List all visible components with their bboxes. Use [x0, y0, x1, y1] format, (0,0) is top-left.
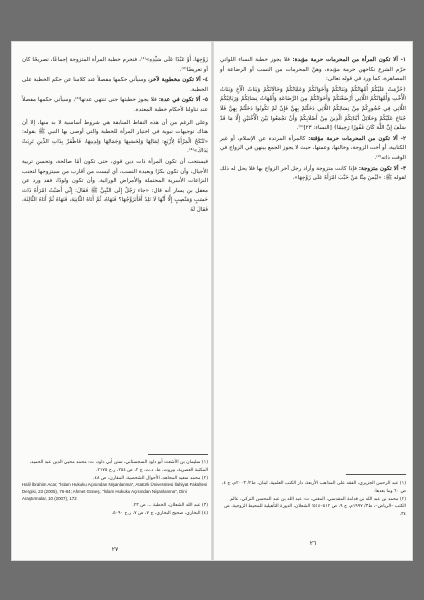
book-gutter [211, 42, 214, 560]
footnote: (٤) البخاري، صحيح البخاري، ج ٧، ص ٧، ر.ح ٥٠٩٠. [111, 510, 208, 516]
footnote-separator [346, 474, 406, 475]
left-footnotes [22, 459, 208, 518]
condition-2: ٢- ألا تكون من المحرمات حرمة مؤقتة: كالمرأة المرتدة عن الإسلام، أو غير الكتابية، أو أخت الزوجة، وخالتها، وعمتها، حيث لا يجوز الجمع بينهن في الزواج في الوقت ذاته⁽²⁾. [220, 135, 406, 161]
recommendations-paragraph: وعلى الرغم من أن هذه النقاط السابقة هي شروط أساسية لا بد منها، إلا أن هناك توجيهات نبوية في اختيار المرأة للخطبة والتي أوصى بها النبي ﷺ بقوله: «تُنْكَحُ الْمَرْأَةُ لِأَرْبَعٍ: لِمَالِهَا وَلِحَسَبِهَا وَجَمَالِهَا وَلِدِينِهَا، فَاظْفَرْ بِذَاتِ الدِّينِ تَرِبَتْ يَدَاكَ»⁽⁴⁾. [22, 119, 208, 155]
footnote: (١) عبد الرحمن الجزيري، الفقه على المذاهب الأربعة، دار الكتب العلمية، لبنان، ط٢/ ٢٠٠٣م، ج ٤، ص ٦٠ وما بعدها. [221, 481, 406, 494]
footnote-latin: Halil İbrahim Acar, "İslam Hukuku Açısından Nişanlanma", Atatürk Üniversitesi İlahiyat Fakültesi Dergisi, 23 (2005), 76-84; Ahmet Güneş, "İslam Hukuku Açısından Nişanlanma", Dini Araştırmalar, 10 (2007), 172 [22, 482, 208, 501]
right-page-body [220, 56, 406, 184]
left-page [22, 56, 208, 552]
condition-5: ٥- ألا تكون في عدة: فلا يجوز خطبتها حتى تنتهي عدتها⁽³⁾، وسيأتي حكمها مفصلاً عند تناولنا لأحكام خطبة المعتدة. [22, 97, 208, 113]
book-spread [12, 42, 412, 560]
footnote: (٢) محمد سعيد المجاهد، الأحوال الشخصية، المقارن، ص ٤٨. [93, 475, 208, 481]
right-page [220, 56, 406, 552]
recommendations-paragraph-2: فيستحب أن تكون المرأة ذات دين قوي، حتى تكون أمًا صالحة، وتحسن تربية الأجيال، وأن تكون بكرًا وبعيدة النسب، أي ليست من أقارب من سيتزوجها لتجنب النزاعات الأسرية المحتملة والأمراض الوراثية. وأن تكون ولودًا، فقد ورد عن معقل بن يسار أنه قال: «جاء رَجُلٌ إِلَى النَّبِيِّ ﷺ فَقَالَ: إِنِّي أَصَبْتُ امْرَأَةً ذَاتَ حَسَبٍ وَمَنْصِبٍ إِلَّا أَنَّهَا لَا تَلِدُ أَفَأَتَزَوَّجُهَا؟ فَنَهَاهُ، ثُمَّ أَتَاهُ الثَّانِيَةَ، فَنَهَاهُ ثُمَّ أَتَاهُ الثَّالِثَةَ، فَقَالَ لَهُ [22, 158, 208, 213]
footnote-separator [148, 454, 208, 455]
footnote: (٣) عبد الله الشعلان، الخطبة ... ص ٢٣. [132, 503, 208, 509]
condition-4: ٤- ألا تكون مخطوبة لآخر، وسيأتي حكمها مفصلاً عند كلامنا عن حكم الخطبة على الخطبة. [22, 77, 209, 93]
condition-3: ٣- ألا تكون متزوجة: فإذا كانت متزوجة وأراد رجل آخر الزواج بها فلا يحل له ذلك لقوله ﷺ: «لَيْسَ مِنَّا مَنْ خَبَّبَ امْرَأَةً عَلَى زَوْجِهَا». [220, 165, 407, 182]
footnote: (٢) محمد بن عبد الله بن قدامة المقدسي، المغني، ت: عبد الله بن عبد المحسن التركي، عالم الكتب –الرياض–، ط٣/ ١٩٩٧م، ج ٩، ص ٥١٢–٥١٤؛ الشعلان، الدورة التأهيلية للمحيط الزوجية، ص ٣٤. [224, 496, 406, 518]
quran-verse: ﴿حُرِّمَتْ عَلَيْكُمْ أُمَّهَاتُكُمْ وَبَنَاتُكُمْ وَأَخَوَاتُكُمْ وَعَمَّاتُكُمْ وَخَالَاتُكُمْ وَبَنَاتُ الْأَخِ وَبَنَاتُ الْأُخْتِ وَأُمَّهَاتُكُمُ اللَّاتِي أَرْضَعْنَكُمْ وَأَخَوَاتُكُمْ مِنَ الرَّضَاعَةِ وَأُمَّهَاتُ نِسَائِكُمْ وَرَبَائِبُكُمُ اللَّاتِي فِي حُجُورِكُمْ مِنْ نِسَائِكُمُ اللَّاتِي دَخَلْتُمْ بِهِنَّ فَإِنْ لَمْ تَكُونُوا دَخَلْتُمْ بِهِنَّ فَلَا جُنَاحَ عَلَيْكُمْ وَحَلَائِلُ أَبْنَائِكُمُ الَّذِينَ مِنْ أَصْلَابِكُمْ وَأَنْ تَجْمَعُوا بَيْنَ الْأُخْتَيْنِ إِلَّا مَا قَدْ سَلَفَ إِنَّ اللَّهَ كَانَ غَفُورًا رَحِيمًا﴾ [النساء: ٢٣]⁽¹⁾. [220, 86, 406, 132]
page-number: ٢٦ [309, 540, 317, 547]
right-footnotes [220, 480, 406, 519]
condition-1: ١- ألا تكون المرأة من المحرمات حرمة مؤبدة: فلا يجوز خطبة النساء اللواتي حرّم الشرع نكاحهن حرمة مؤبدة، وهنّ المحرمات من النسب أو الرضاعة أو المصاهرة، كما ورد في قوله تعالى: [220, 57, 406, 83]
left-page-body [22, 56, 208, 216]
continuation-text: زَوْجِهَا، أَوْ عَبْدًا عَلَى سَيِّدِهِ»⁽¹⁾، فتحرم خطبة المرأة المتزوجة إجماعًا، تصريحًا كان أو تعريضًا⁽²⁾. [22, 57, 208, 73]
footnote: (١) سليمان بن الأشعث أبو داود السجستاني، سنن أبي داود، ت: محمد محيي الدين عبد الحميد، المكتبة العصرية، بيروت، ط. د.ت، ج ٢، ص ٢٥٤، ر.ح ٢١٧٥. [29, 460, 208, 473]
page-number: ٢٧ [111, 546, 119, 553]
